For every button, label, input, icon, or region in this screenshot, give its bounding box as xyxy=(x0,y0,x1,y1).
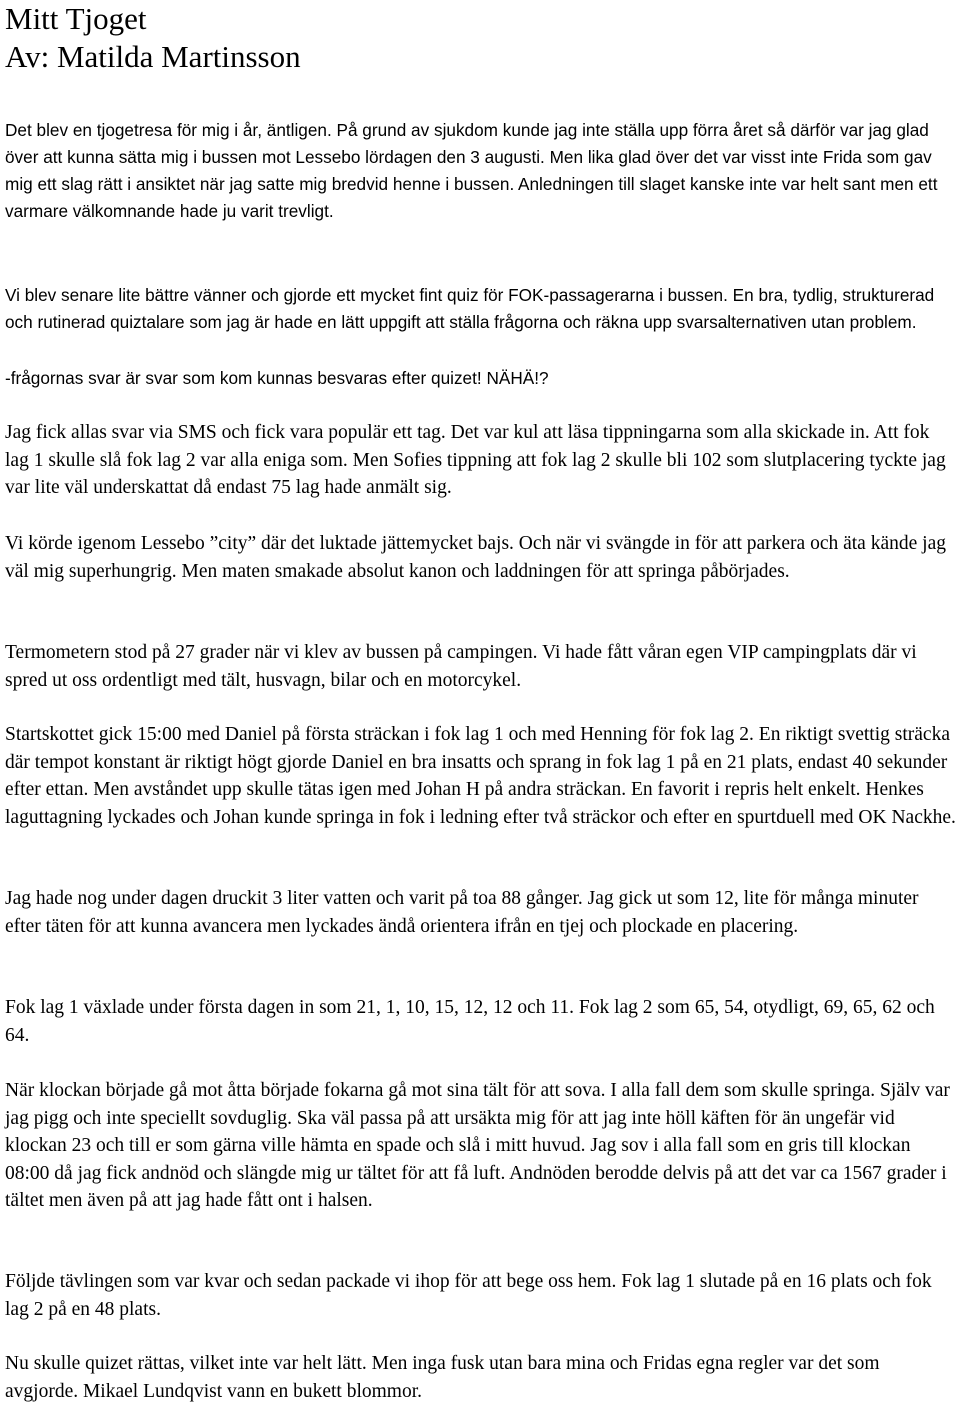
paragraph-9: Fok lag 1 växlade under första dagen in som 21, 1, 10, 15, 12, 12 och 11. Fok lag 2 som 65, 54, otydligt, 69, 65, 62 och 64. xyxy=(5,997,935,1046)
paragraph-1: Det blev en tjogetresa för mig i år, äntligen. På grund av sjukdom kunde jag inte ställa upp förra året så därför var jag glad över att kunna sätta mig i bussen mot Lessebo lördagen den 3 augusti. Men lika glad över det var visst inte Frida som gav mig ett slag rätt i ansiktet när jag satte mig bredvid henne i bussen. Anledningen till slaget kanske inte var helt sant men ett varmare välkomnande hade ju varit trevligt. xyxy=(5,120,938,221)
paragraph-5: Vi körde igenom Lessebo ”city” där det luktade jättemycket bajs. Och när vi svängde in för att parkera och äta kände jag väl mig superhungrig. Men maten smakade absolut kanon och laddningen för att springa påbörjades. xyxy=(5,533,946,582)
title-line-1: Mitt Tjoget xyxy=(5,1,147,36)
document-title xyxy=(5,0,955,76)
paragraph-12: Nu skulle quizet rättas, vilket inte var helt lätt. Men inga fusk utan bara mina och Fridas egna regler var det som avgjorde. Mikael Lundqvist vann en bukett blommor. xyxy=(5,1353,880,1402)
paragraph-7: Startskottet gick 15:00 med Daniel på första sträckan i fok lag 1 och med Henning för fok lag 2. En riktigt svettig sträcka där tempot konstant är riktigt högt gjorde Daniel en bra insatts och sprang in fok lag 1 på en 21 plats, endast 40 sekunder efter ettan. Men avståndet upp skulle tätas igen med Johan H på andra sträckan. En favorit i repris helt enkelt. Henkes laguttagning lyckades och Johan kunde springa in fok i ledning efter två sträckor och efter en spurtduell med OK Nackhe. xyxy=(5,724,956,828)
paragraph-8: Jag hade nog under dagen druckit 3 liter vatten och varit på toa 88 gånger. Jag gick ut som 12, lite för många minuter efter täten för att kunna avancera men lyckades ändå orientera ifrån en tjej och plockade en placering. xyxy=(5,888,919,937)
paragraph-4: Jag fick allas svar via SMS och fick vara populär ett tag. Det var kul att läsa tippningarna som alla skickade in. Att fok lag 1 skulle slå fok lag 2 var alla eniga som. Men Sofies tippning att fok lag 2 skulle bli 102 som slutplacering tyckte jag var lite väl underskattat då endast 75 lag hade anmält sig. xyxy=(5,422,946,498)
paragraph-6: Termometern stod på 27 grader när vi klev av bussen på campingen. Vi hade fått våran egen VIP campingplats där vi spred ut oss ordentligt med tält, husvagn, bilar och en motorcykel. xyxy=(5,642,917,691)
paragraph-11: Följde tävlingen som var kvar och sedan packade vi ihop för att bege oss hem. Fok lag 1 slutade på en 16 plats och fok lag 2 på en 48 plats. xyxy=(5,1271,932,1320)
author-line: Av: Matilda Martinsson xyxy=(5,39,301,74)
paragraph-2: Vi blev senare lite bättre vänner och gjorde ett mycket fint quiz för FOK-passagerarna i bussen. En bra, tydlig, strukturerad och rutinerad quiztalare som jag är hade en lätt uppgift att ställa frågorna och räkna upp svarsalternativen utan problem. xyxy=(5,285,935,332)
paragraph-10: När klockan började gå mot åtta började fokarna gå mot sina tält för att sova. I alla fall dem som skulle springa. Själv var jag pigg och inte speciellt sovduglig. Ska väl passa på att ursäkta mig för att jag inte höll käften för än ungefär vid klockan 23 och till er som gärna ville hämta en spade och slå i mitt huvud. Jag sov i alla fall som en gris till klockan 08:00 då jag fick andnöd och slängde mig ur tältet för att få luft. Andnöden berodde delvis på att det var ca 1567 grader i tältet men även på att jag hade fått ont i halsen. xyxy=(5,1080,950,1211)
paragraph-3: -frågornas svar är svar som kom kunnas besvaras efter quizet! NÄHÄ!? xyxy=(5,368,549,388)
